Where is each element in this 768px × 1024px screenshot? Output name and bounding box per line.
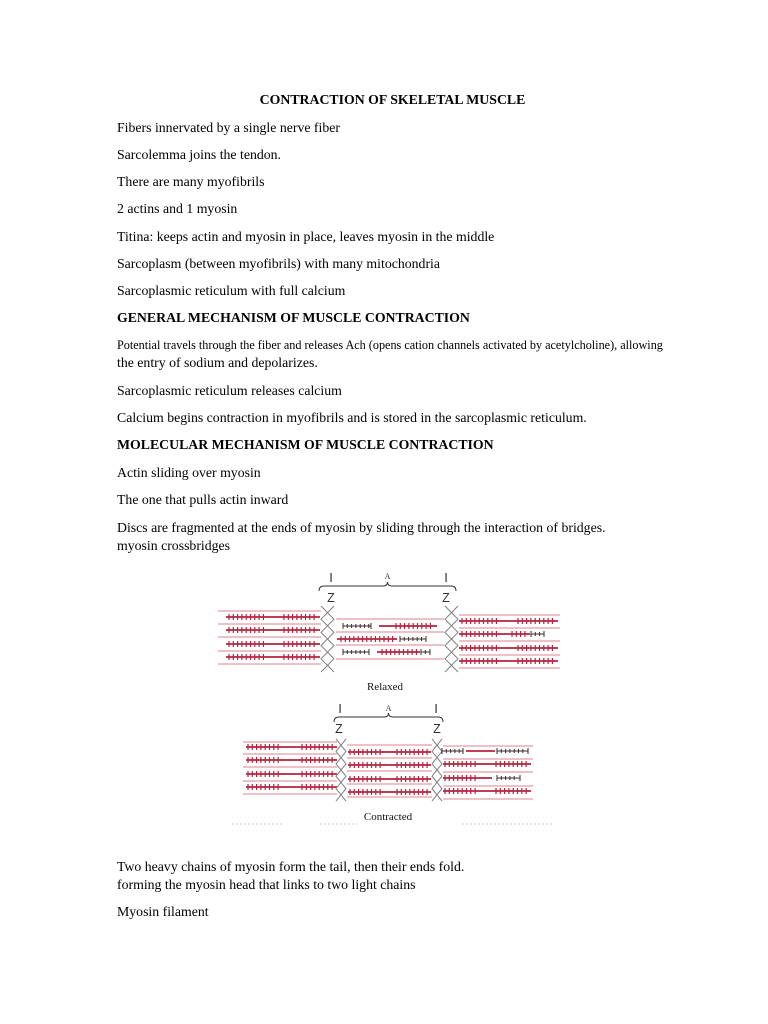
myosin-head-marks (400, 636, 426, 642)
calcium-contraction-text: Calcium begins contraction in myofibrils and is stored in the sarcoplasmic reticulum. (117, 410, 587, 425)
sarcolemma-text: Sarcolemma joins the tendon. (117, 147, 281, 162)
actin-sliding-text: Actin sliding over myosin (117, 465, 261, 480)
myosin-filament-text: Myosin filament (117, 904, 209, 919)
calcium-release-text: Sarcoplasmic reticulum releases calcium (117, 383, 342, 398)
z-disc-line (437, 739, 442, 801)
a-band-brace (334, 713, 443, 722)
myosin-head-marks (343, 623, 371, 629)
action-potential-line: Potential travels through the fiber and releases Ach (opens cation channels activated by acetylcholine), allowing (117, 338, 663, 352)
z-disc-line (328, 606, 335, 672)
action-potential-paragraph (117, 336, 663, 372)
contracted-caption: Contracted (363, 811, 413, 823)
i-band-label: I (338, 701, 342, 716)
molecular-mechanism-heading: MOLECULAR MECHANISM OF MUSCLE CONTRACTION (117, 437, 494, 452)
z-disc-label: Z (433, 722, 441, 736)
myosin-head-marks (497, 775, 520, 781)
myosin-head-marks (531, 631, 544, 637)
z-disc-line (452, 606, 459, 672)
sarcoplasm-text: Sarcoplasm (between myofibrils) with many mitochondria (117, 256, 441, 271)
z-disc-line (336, 739, 341, 801)
myosin-structure-line: Two heavy chains of myosin form the tail, then their ends fold. (117, 859, 465, 874)
myosin-head-marks (421, 649, 430, 655)
z-disc-line (341, 739, 346, 801)
z-disc-label: Z (327, 591, 335, 605)
page-title: CONTRACTION OF SKELETAL MUSCLE (259, 92, 526, 107)
action-potential-line: the entry of sodium and depolarizes. (117, 355, 318, 370)
z-disc-label: Z (442, 591, 450, 605)
z-disc-line (445, 606, 452, 672)
myosin-head-marks (497, 748, 528, 754)
a-band-label: A (385, 704, 392, 713)
a-band-label: A (384, 572, 391, 581)
z-disc-label: Z (335, 722, 343, 736)
crossbridge-line: Discs are fragmented at the ends of myosin by sliding through the interaction of bridges. (117, 520, 606, 535)
i-band-label: I (329, 570, 333, 585)
relaxed-caption: Relaxed (366, 681, 404, 693)
myosin-structure-paragraph (117, 858, 464, 894)
myosin-structure-line: forming the myosin head that links to two light chains (117, 877, 416, 892)
sarcomere-figure (200, 560, 580, 830)
myosin-head-marks (343, 649, 369, 655)
titin-text: Titina: keeps actin and myosin in place, leaves myosin in the middle (117, 229, 495, 244)
nerve-innervation-text: Fibers innervated by a single nerve fiber (117, 120, 340, 135)
myofibrils-text: There are many myofibrils (117, 174, 265, 189)
myosin-head-marks (442, 748, 463, 754)
actin-pull-text: The one that pulls actin inward (117, 492, 289, 507)
crossbridge-paragraph (117, 519, 606, 555)
a-band-brace (319, 582, 456, 591)
sarcoplasmic-reticulum-text: Sarcoplasmic reticulum with full calcium (117, 283, 346, 298)
z-disc-line (321, 606, 328, 672)
relaxed-labels (319, 570, 456, 605)
i-band-label: I (434, 701, 438, 716)
contracted-labels (334, 701, 443, 736)
i-band-label: I (444, 570, 448, 585)
actin-myosin-ratio-text: 2 actins and 1 myosin (117, 201, 238, 216)
crossbridge-line: myosin crossbridges (117, 538, 231, 553)
relaxed-sarcomere (218, 606, 560, 672)
general-mechanism-heading: GENERAL MECHANISM OF MUSCLE CONTRACTION (117, 310, 470, 325)
z-disc-line (432, 739, 437, 801)
